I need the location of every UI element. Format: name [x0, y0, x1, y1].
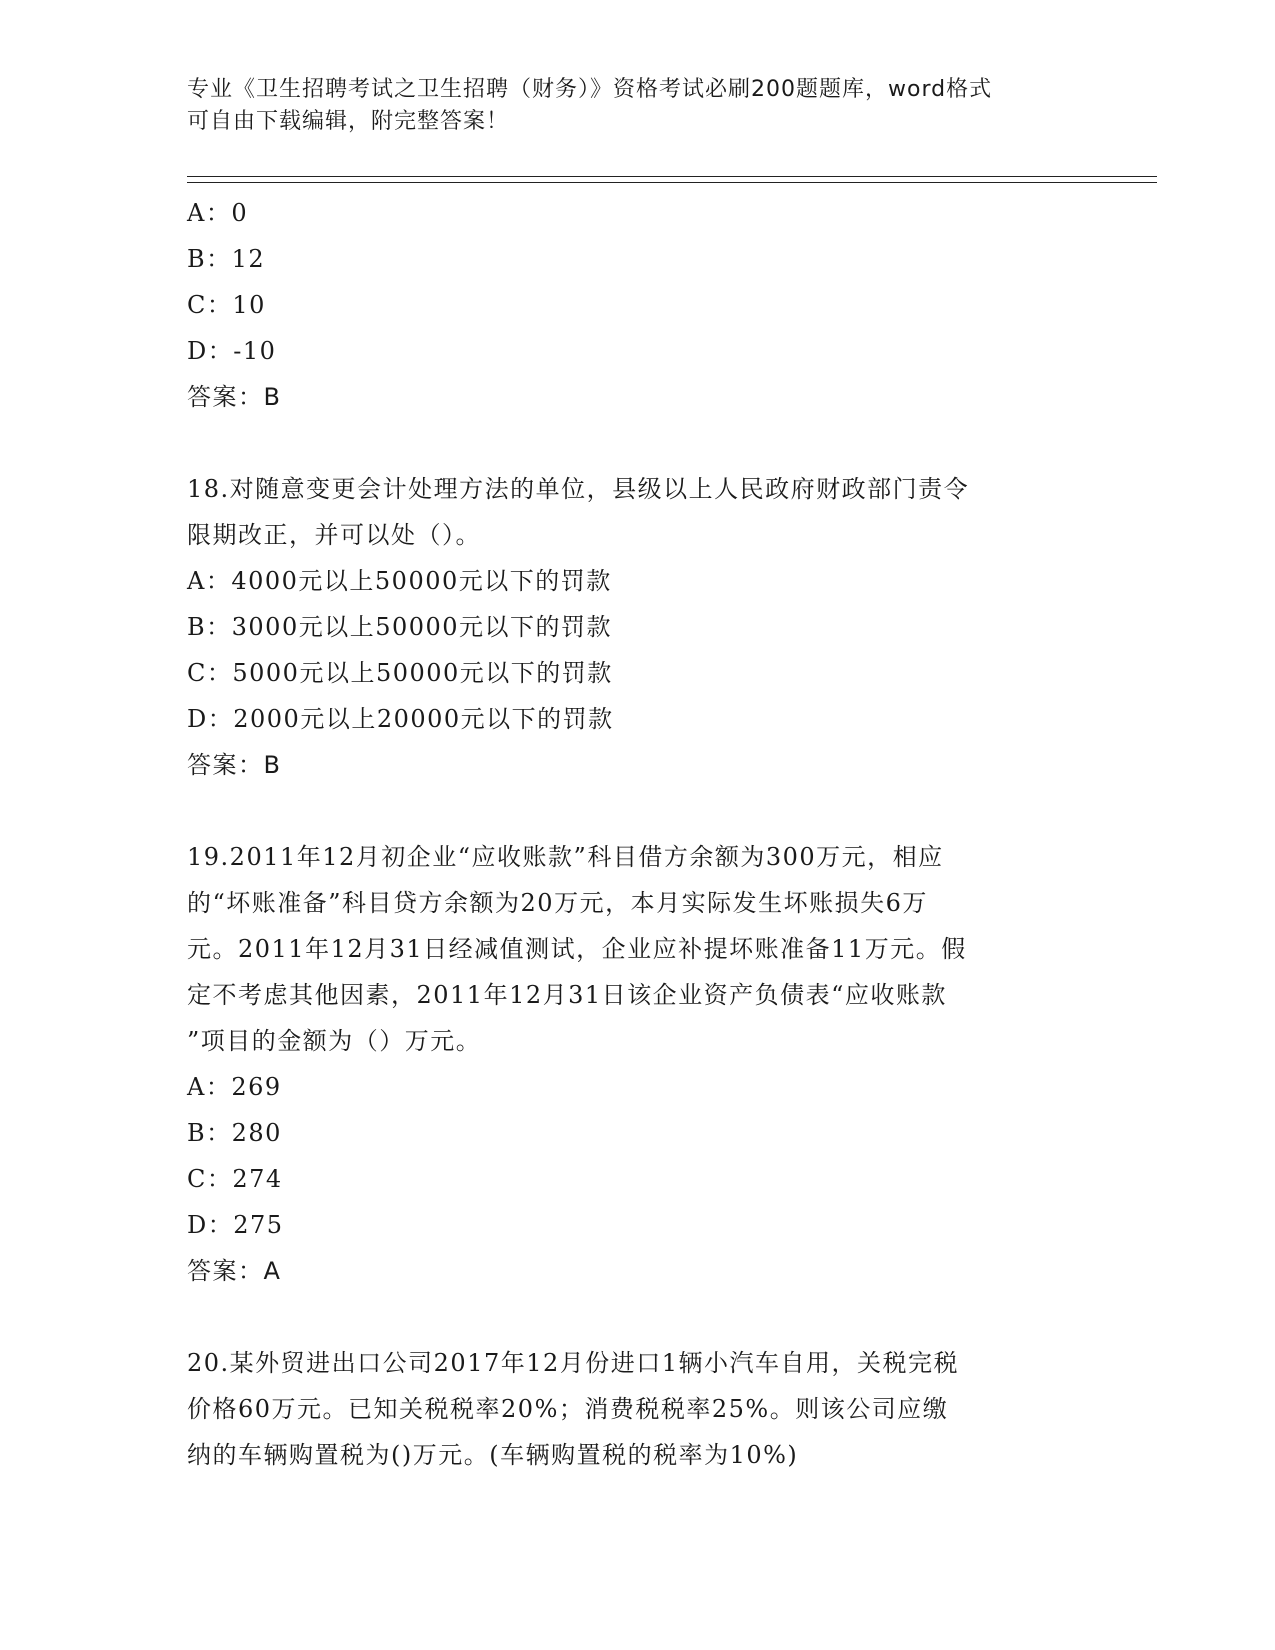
answer: 答案：A — [187, 1257, 282, 1285]
spacer — [187, 788, 1087, 834]
option-a: A：269 — [187, 1073, 282, 1101]
option-b: B：3000元以上50000元以下的罚款 — [187, 613, 613, 641]
spacer — [187, 420, 1087, 466]
option-d: D：275 — [187, 1211, 284, 1239]
option-c: C：10 — [187, 291, 266, 319]
option-d: D：-10 — [187, 337, 277, 365]
question-stem-line: 18.对随意变更会计处理方法的单位，县级以上人民政府财政部门责令 — [187, 475, 970, 503]
option-a: A：4000元以上50000元以下的罚款 — [187, 567, 612, 595]
question-stem-line: ”项目的金额为（）万元。 — [187, 1027, 482, 1055]
option-b: B：280 — [187, 1119, 282, 1147]
option-b: B：12 — [187, 245, 266, 273]
header-title-line-2: 可自由下载编辑，附完整答案！ — [187, 109, 510, 134]
answer: 答案：B — [187, 751, 282, 779]
question-stem-line: 价格60万元。已知关税税率20%；消费税税率25%。则该公司应缴 — [187, 1395, 949, 1423]
question-stem-line: 元。2011年12月31日经减值测试，企业应补提坏账准备11万元。假 — [187, 935, 967, 963]
spacer — [187, 1294, 1087, 1340]
question-18 — [187, 466, 1087, 788]
option-a: A：0 — [187, 199, 249, 227]
option-c: C：5000元以上50000元以下的罚款 — [187, 659, 613, 687]
question-17 — [187, 190, 1087, 420]
question-stem-line: 纳的车辆购置税为()万元。(车辆购置税的税率为10%) — [187, 1441, 799, 1469]
header-divider-top — [187, 176, 1157, 177]
question-stem-line: 限期改正，并可以处（）。 — [187, 521, 481, 549]
question-list — [187, 190, 1087, 1478]
document-header — [187, 74, 1087, 138]
question-stem-line: 的“坏账准备”科目贷方余额为20万元，本月实际发生坏账损失6万 — [187, 889, 928, 917]
question-stem-line: 19.2011年12月初企业“应收账款”科目借方余额为300万元，相应 — [187, 843, 944, 871]
header-title-line-1: 专业《卫生招聘考试之卫生招聘（财务）》资格考试必刷200题题库，word格式 — [187, 77, 993, 102]
question-stem-line: 20.某外贸进出口公司2017年12月份进口1辆小汽车自用，关税完税 — [187, 1349, 960, 1377]
answer: 答案：B — [187, 383, 282, 411]
question-stem-line: 定不考虑其他因素，2011年12月31日该企业资产负债表“应收账款 — [187, 981, 947, 1009]
header-divider-bottom — [187, 182, 1157, 183]
question-20 — [187, 1340, 1087, 1478]
option-c: C：274 — [187, 1165, 283, 1193]
question-19 — [187, 834, 1087, 1294]
option-d: D：2000元以上20000元以下的罚款 — [187, 705, 614, 733]
